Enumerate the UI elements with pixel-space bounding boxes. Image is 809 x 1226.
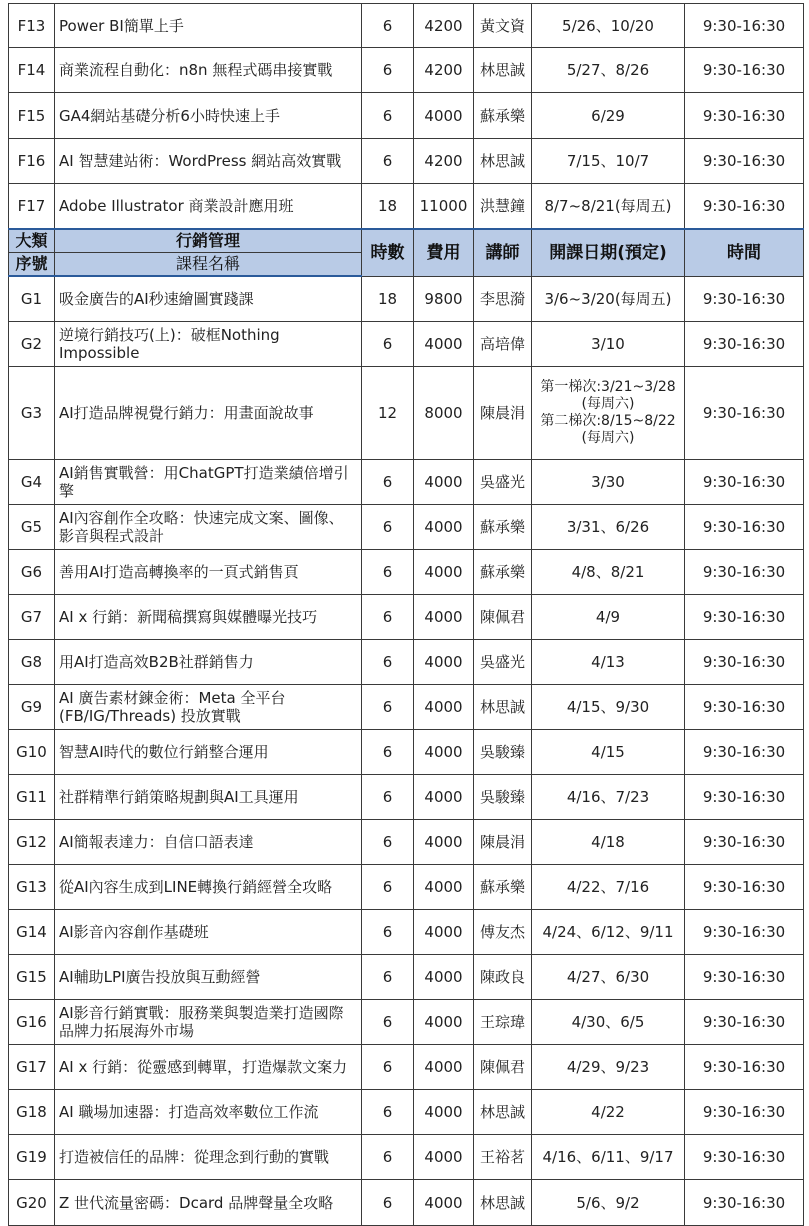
course-date-line: 8/7~8/21(每周五): [544, 197, 672, 215]
course-teacher: 林思誠: [474, 1090, 532, 1135]
course-date-line: 4/29、9/23: [566, 1058, 650, 1076]
course-dates: [532, 1135, 685, 1180]
course-fee: 4000: [414, 955, 474, 1000]
course-date-line: 3/31、6/26: [566, 518, 650, 536]
table-row: [9, 460, 804, 505]
course-time: 9:30-16:30: [685, 367, 804, 460]
course-time: 9:30-16:30: [685, 48, 804, 93]
table-row: [9, 93, 804, 139]
course-date-line: 5/6、9/2: [576, 1193, 640, 1212]
course-hours: 6: [362, 955, 414, 1000]
course-hours: 6: [362, 550, 414, 595]
course-time: 9:30-16:30: [685, 550, 804, 595]
course-name: 社群精準行銷策略規劃與AI工具運用: [55, 775, 362, 820]
course-teacher: 高培偉: [474, 322, 532, 367]
course-id: G14: [9, 910, 55, 955]
course-dates: [532, 820, 685, 865]
table-row: [9, 910, 804, 955]
course-fee: 4200: [414, 139, 474, 184]
course-fee: 4000: [414, 640, 474, 685]
course-dates: [532, 322, 685, 367]
course-hours: 12: [362, 367, 414, 460]
course-teacher: 洪慧鐘: [474, 184, 532, 230]
course-teacher: 王琮瑋: [474, 1000, 532, 1045]
table-row: [9, 595, 804, 640]
course-date-line: 4/16、6/11、9/17: [542, 1148, 674, 1166]
teacher-header: 講師: [474, 229, 532, 276]
course-hours: 6: [362, 93, 414, 139]
course-time: 9:30-16:30: [685, 460, 804, 505]
time-header: 時間: [685, 229, 804, 276]
course-teacher: 吳駿臻: [474, 775, 532, 820]
course-id: G3: [9, 367, 55, 460]
course-hours: 6: [362, 139, 414, 184]
course-hours: 6: [362, 1045, 414, 1090]
course-fee: 4000: [414, 1180, 474, 1226]
course-id: G5: [9, 505, 55, 550]
course-time: 9:30-16:30: [685, 820, 804, 865]
course-date-line: 4/16、7/23: [566, 788, 650, 806]
course-id: G7: [9, 595, 55, 640]
course-fee: 4000: [414, 595, 474, 640]
course-time: 9:30-16:30: [685, 1000, 804, 1045]
table-row: [9, 184, 804, 230]
course-teacher: 蘇承樂: [474, 93, 532, 139]
course-dates: [532, 865, 685, 910]
course-id: G10: [9, 730, 55, 775]
table-row: [9, 1045, 804, 1090]
table-row: [9, 775, 804, 820]
table-row: [9, 955, 804, 1000]
course-teacher: 黃文資: [474, 4, 532, 48]
previous-section-body: [9, 4, 804, 230]
course-hours: 6: [362, 640, 414, 685]
course-id: F13: [9, 4, 55, 48]
course-teacher: 陳佩君: [474, 595, 532, 640]
course-name: Power BI簡單上手: [55, 4, 362, 48]
course-dates: [532, 955, 685, 1000]
category-label: 大類: [9, 229, 55, 253]
course-id: G6: [9, 550, 55, 595]
table-row: [9, 820, 804, 865]
course-name: 用AI打造高效B2B社群銷售力: [55, 640, 362, 685]
course-hours: 6: [362, 910, 414, 955]
course-hours: 6: [362, 48, 414, 93]
course-name: AI影音行銷實戰：服務業與製造業打造國際品牌力拓展海外市場: [55, 1000, 362, 1045]
table-row: [9, 865, 804, 910]
course-id: F16: [9, 139, 55, 184]
course-date-line: 3/10: [591, 335, 625, 353]
course-teacher: 蘇承樂: [474, 505, 532, 550]
course-fee: 4000: [414, 685, 474, 730]
table-row: [9, 685, 804, 730]
table-row: [9, 640, 804, 685]
course-name: 智慧AI時代的數位行銷整合運用: [55, 730, 362, 775]
course-date-line: 4/13: [591, 653, 625, 671]
course-date-line: (每周六): [581, 430, 635, 446]
course-name: AI 廣告素材鍊金術：Meta 全平台 (FB/IG/Threads) 投放實戰: [55, 685, 362, 730]
course-id: F15: [9, 93, 55, 139]
course-id: G12: [9, 820, 55, 865]
course-hours: 6: [362, 865, 414, 910]
course-dates: [532, 505, 685, 550]
course-date-line: 第二梯次:8/15~8/22: [540, 413, 676, 429]
course-name: AI 職場加速器：打造高效率數位工作流: [55, 1090, 362, 1135]
table-row: [9, 276, 804, 322]
course-id: G9: [9, 685, 55, 730]
category-name: 行銷管理: [55, 229, 362, 253]
table-row: [9, 48, 804, 93]
course-date-line: 4/22、7/16: [566, 878, 650, 896]
course-dates: [532, 775, 685, 820]
course-date-line: 3/6~3/20(每周五): [544, 289, 672, 308]
course-time: 9:30-16:30: [685, 93, 804, 139]
course-teacher: 李思漪: [474, 276, 532, 322]
section-header: [9, 229, 804, 276]
course-fee: 4000: [414, 1000, 474, 1045]
course-date-line: 4/9: [595, 608, 621, 626]
dates-header: 開課日期(預定): [532, 229, 685, 276]
course-id: G11: [9, 775, 55, 820]
course-dates: [532, 1045, 685, 1090]
course-name: 打造被信任的品牌：從理念到行動的實戰: [55, 1135, 362, 1180]
table-row: [9, 322, 804, 367]
course-hours: 6: [362, 820, 414, 865]
course-fee: 4200: [414, 48, 474, 93]
course-dates: [532, 276, 685, 322]
course-time: 9:30-16:30: [685, 505, 804, 550]
course-name: GA4網站基礎分析6小時快速上手: [55, 93, 362, 139]
course-date-line: 4/24、6/12、9/11: [542, 923, 674, 941]
course-name-header: 課程名稱: [55, 253, 362, 277]
course-dates: [532, 139, 685, 184]
course-fee: 4000: [414, 865, 474, 910]
course-time: 9:30-16:30: [685, 184, 804, 230]
course-name: AI x 行銷：新聞稿撰寫與媒體曝光技巧: [55, 595, 362, 640]
course-id: G20: [9, 1180, 55, 1226]
course-fee: 4200: [414, 4, 474, 48]
course-teacher: 林思誠: [474, 1180, 532, 1226]
course-name: Z 世代流量密碼：Dcard 品牌聲量全攻略: [55, 1180, 362, 1226]
course-hours: 18: [362, 184, 414, 230]
course-fee: 9800: [414, 276, 474, 322]
course-hours: 6: [362, 322, 414, 367]
course-time: 9:30-16:30: [685, 730, 804, 775]
course-id: G13: [9, 865, 55, 910]
course-name: 逆境行銷技巧(上)：破框Nothing Impossible: [55, 322, 362, 367]
course-name: AI x 行銷：從靈感到轉單，打造爆款文案力: [55, 1045, 362, 1090]
course-time: 9:30-16:30: [685, 1180, 804, 1226]
table-row: [9, 1000, 804, 1045]
course-name: 吸金廣告的AI秒速繪圖實踐課: [55, 276, 362, 322]
course-table: [8, 3, 804, 1226]
course-fee: 4000: [414, 820, 474, 865]
course-fee: 4000: [414, 322, 474, 367]
course-hours: 6: [362, 460, 414, 505]
course-id: G15: [9, 955, 55, 1000]
course-dates: [532, 595, 685, 640]
course-time: 9:30-16:30: [685, 595, 804, 640]
course-date-line: 4/22: [591, 1103, 625, 1121]
course-teacher: 王裕茗: [474, 1135, 532, 1180]
course-dates: [532, 730, 685, 775]
course-hours: 18: [362, 276, 414, 322]
course-name: 商業流程自動化：n8n 無程式碼串接實戰: [55, 48, 362, 93]
course-teacher: 陳政良: [474, 955, 532, 1000]
course-time: 9:30-16:30: [685, 1045, 804, 1090]
course-name: AI銷售實戰營：用ChatGPT打造業績倍增引擎: [55, 460, 362, 505]
course-id: G8: [9, 640, 55, 685]
course-date-line: 第一梯次:3/21~3/28: [540, 379, 676, 395]
course-fee: 4000: [414, 505, 474, 550]
course-dates: [532, 460, 685, 505]
course-dates: [532, 550, 685, 595]
course-dates: [532, 367, 685, 460]
course-teacher: 吳盛光: [474, 460, 532, 505]
course-fee: 11000: [414, 184, 474, 230]
course-date-line: 5/26、10/20: [562, 16, 654, 35]
course-hours: 6: [362, 595, 414, 640]
course-hours: 6: [362, 1135, 414, 1180]
course-fee: 4000: [414, 1045, 474, 1090]
course-date-line: 4/30、6/5: [571, 1013, 645, 1031]
course-fee: 4000: [414, 550, 474, 595]
course-name: AI打造品牌視覺行銷力：用畫面說故事: [55, 367, 362, 460]
course-id: G4: [9, 460, 55, 505]
course-date-line: 5/27、8/26: [566, 61, 650, 79]
table-row: [9, 367, 804, 460]
course-name: 善用AI打造高轉換率的一頁式銷售頁: [55, 550, 362, 595]
course-time: 9:30-16:30: [685, 1090, 804, 1135]
course-fee: 4000: [414, 775, 474, 820]
course-dates: [532, 48, 685, 93]
course-date-line: 4/15、9/30: [566, 698, 650, 716]
course-teacher: 陳佩君: [474, 1045, 532, 1090]
course-dates: [532, 1000, 685, 1045]
seq-label: 序號: [9, 253, 55, 277]
course-dates: [532, 184, 685, 230]
course-date-line: 3/30: [591, 473, 625, 491]
course-dates: [532, 4, 685, 48]
course-time: 9:30-16:30: [685, 4, 804, 48]
course-date-line: 4/27、6/30: [566, 968, 650, 986]
course-hours: 6: [362, 1000, 414, 1045]
course-dates: [532, 1180, 685, 1226]
course-name: AI 智慧建站術：WordPress 網站高效實戰: [55, 139, 362, 184]
course-id: G1: [9, 276, 55, 322]
course-teacher: 蘇承樂: [474, 865, 532, 910]
course-hours: 6: [362, 1180, 414, 1226]
course-time: 9:30-16:30: [685, 640, 804, 685]
course-teacher: 傅友杰: [474, 910, 532, 955]
fee-header: 費用: [414, 229, 474, 276]
course-time: 9:30-16:30: [685, 955, 804, 1000]
course-date-line: 4/18: [591, 833, 625, 851]
course-id: G18: [9, 1090, 55, 1135]
course-id: F17: [9, 184, 55, 230]
course-name: Adobe Illustrator 商業設計應用班: [55, 184, 362, 230]
course-fee: 4000: [414, 730, 474, 775]
course-fee: 4000: [414, 1135, 474, 1180]
course-teacher: 蘇承樂: [474, 550, 532, 595]
marketing-section-body: [9, 276, 804, 1226]
course-id: G16: [9, 1000, 55, 1045]
course-teacher: 吳盛光: [474, 640, 532, 685]
course-time: 9:30-16:30: [685, 865, 804, 910]
course-date-line: (每周六): [581, 396, 635, 412]
course-time: 9:30-16:30: [685, 775, 804, 820]
course-fee: 8000: [414, 367, 474, 460]
course-date-line: 7/15、10/7: [566, 152, 650, 170]
course-hours: 6: [362, 1090, 414, 1135]
course-fee: 4000: [414, 910, 474, 955]
course-time: 9:30-16:30: [685, 1135, 804, 1180]
table-row: [9, 1090, 804, 1135]
course-dates: [532, 685, 685, 730]
course-teacher: 林思誠: [474, 685, 532, 730]
course-time: 9:30-16:30: [685, 139, 804, 184]
course-name: AI簡報表達力：自信口語表達: [55, 820, 362, 865]
course-dates: [532, 910, 685, 955]
course-id: G2: [9, 322, 55, 367]
course-name: 從AI內容生成到LINE轉換行銷經營全攻略: [55, 865, 362, 910]
course-hours: 6: [362, 4, 414, 48]
course-hours: 6: [362, 730, 414, 775]
course-teacher: 吳駿臻: [474, 730, 532, 775]
course-hours: 6: [362, 685, 414, 730]
table-row: [9, 550, 804, 595]
course-id: G19: [9, 1135, 55, 1180]
course-time: 9:30-16:30: [685, 276, 804, 322]
course-fee: 4000: [414, 93, 474, 139]
course-teacher: 林思誠: [474, 48, 532, 93]
course-date-line: 4/8、8/21: [571, 563, 645, 581]
course-name: AI內容創作全攻略：快速完成文案、圖像、影音與程式設計: [55, 505, 362, 550]
course-name: AI輔助LPI廣告投放與互動經營: [55, 955, 362, 1000]
course-date-line: 4/15: [591, 743, 625, 761]
course-fee: 4000: [414, 460, 474, 505]
course-time: 9:30-16:30: [685, 910, 804, 955]
course-hours: 6: [362, 775, 414, 820]
course-dates: [532, 640, 685, 685]
table-row: [9, 730, 804, 775]
course-name: AI影音內容創作基礎班: [55, 910, 362, 955]
hours-header: 時數: [362, 229, 414, 276]
course-teacher: 陳晨涓: [474, 820, 532, 865]
course-teacher: 林思誠: [474, 139, 532, 184]
course-fee: 4000: [414, 1090, 474, 1135]
course-teacher: 陳晨涓: [474, 367, 532, 460]
table-row: [9, 4, 804, 48]
table-row: [9, 505, 804, 550]
course-id: G17: [9, 1045, 55, 1090]
table-row: [9, 139, 804, 184]
course-id: F14: [9, 48, 55, 93]
course-dates: [532, 1090, 685, 1135]
course-time: 9:30-16:30: [685, 322, 804, 367]
course-date-line: 6/29: [591, 106, 625, 125]
table-row: [9, 1135, 804, 1180]
course-time: 9:30-16:30: [685, 685, 804, 730]
table-row: [9, 1180, 804, 1226]
course-dates: [532, 93, 685, 139]
course-hours: 6: [362, 505, 414, 550]
